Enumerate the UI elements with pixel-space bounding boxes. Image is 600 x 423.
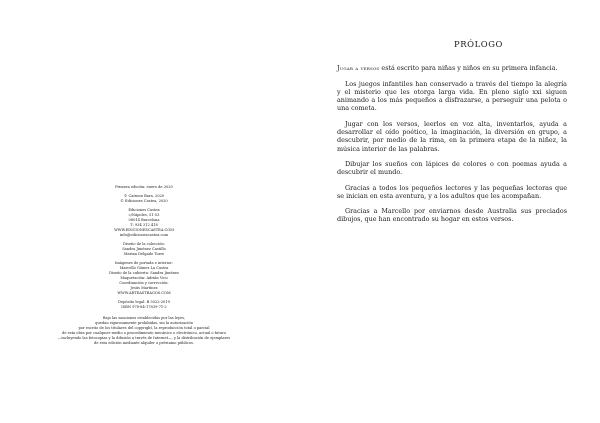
legal-notice: Bajo las sanciones establecidas por las leyes, quedan rigurosamente prohibidas, sin la autorización por escrito de los titulares del copyright, la reproducción total o parcial de esta obra por cualquier medio o procedimiento mecánico o electrónico, actual o futuro —incluyendo las fotocopias y la difusión a través de Internet—, y la distribución de ejemplares de esta edición mediante alquiler o préstamo públicos.	[57, 316, 231, 345]
copyright-lines: © Carmen Bara, 2020 © Ediciones Castea, 2020	[120, 194, 168, 203]
prologue-paragraph-2: Los juegos infantiles han conservado a través del tiempo la alegría y el misterio que les otorga larga vida. En pleno siglo xxi siguen animando a los más pequeños a disfrazarse, a perseguir una pelota o una cometa.	[337, 79, 567, 113]
publisher-email: info@edicionescastea.com	[119, 233, 169, 237]
illustration-credits: Imágenes de portada e interior: Marcello Gómez La Castra Diseño de la cubierta: Sandra Jiménez Maquetación: Adrián Vico Coordinación y corrección: Jesús Martínez WWW.ARTEASTRAGOS.COM	[109, 261, 179, 295]
prologue-paragraph-5: Gracias a todos los pequeños lectores y las pequeñas lectoras que se inician en esta aventura, y a los adultos que les acompañan.	[337, 183, 567, 200]
page-title: PRÓLOGO	[454, 39, 503, 49]
prologue-page	[300, 0, 600, 423]
edition-line: Primera edición: enero de 2020	[115, 185, 173, 189]
prologue-text	[337, 40, 567, 231]
prologue-paragraph-3: Jugar con los versos, leerlos en voz alta, inventarlos, ayuda a desarrollar el oído poético, la imaginación, la diversión en grupo, a descubrir, por medio de la rima, en la primera etapa de la niñez, la música interior de las palabras.	[337, 119, 567, 153]
credits-block	[28, 185, 260, 350]
prologue-paragraph-4: Dibujar los sueños con lápices de colores o con poemas ayuda a descubrir el mundo.	[337, 159, 567, 177]
publisher-info: Ediciones Castea c/Nápoles, 51-53 08014 Barcelona T: 934 312 418 WWW.EDICIONESCASTEA.COM info@edicionescastea.com	[28, 208, 260, 238]
design-credits: Diseño de la colección: Sandra Jiménez Castillo Marina Delgado Torre	[122, 242, 166, 256]
book-title: Jugar a versos	[337, 64, 380, 73]
legal-deposit: Depósito legal: B 5022-2019 ISBN 978-84-17839-71-2	[118, 300, 170, 309]
publisher-website: WWW.EDICIONESCASTEA.COM	[114, 228, 174, 232]
prologue-paragraph-6: Gracias a Marcello por enviarnos desde Australia sus preciados dibujos, que han encontrado su hogar en estos versos.	[337, 207, 567, 224]
prologue-paragraph-1: Jugar a versos está escrito para niñas y niños en su primera infancia.	[337, 64, 558, 73]
